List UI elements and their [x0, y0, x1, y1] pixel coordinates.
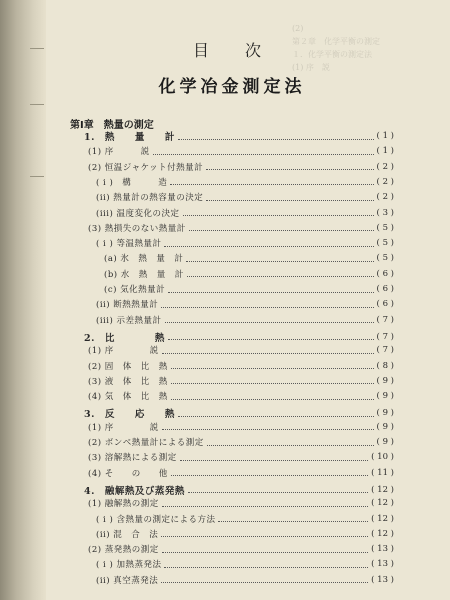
toc-entry [70, 542, 394, 556]
toc-entry-label: (b) 水 熱 量 計 [104, 269, 184, 280]
dot-leader [186, 261, 373, 262]
ghost-line: １．化学平衡の測定法 [292, 50, 372, 59]
toc-entry-label: ( i ) 構 造 [96, 177, 168, 188]
toc-entry-label: (3) 液 体 比 熱 [88, 376, 168, 387]
toc-entry-page: ( 9 ) [376, 391, 394, 402]
toc-entry-page: ( 3 ) [376, 207, 394, 218]
dot-leader [162, 506, 368, 507]
toc-entry [70, 406, 394, 420]
toc-entry [70, 343, 394, 357]
toc-entry-page: ( 13 ) [371, 559, 394, 570]
toc-entry [70, 144, 394, 158]
toc-entry-label: (2) 恒温ジャケット付熱量計 [88, 162, 204, 173]
toc-entry-page: ( 5 ) [376, 222, 394, 233]
dot-leader [187, 276, 374, 277]
dot-leader [162, 429, 374, 430]
toc-entry-label: (a) 氷 熱 量 計 [104, 254, 184, 265]
dot-leader [207, 445, 374, 446]
toc-entry [70, 206, 394, 220]
toc-entry-label: 1. 熱 量 計 [84, 132, 175, 143]
toc-entry-page: ( 6 ) [376, 284, 394, 294]
gutter-mark [30, 48, 44, 49]
book-title: 化学冶金測定法 [158, 77, 306, 97]
toc-entry-label: ( i ) 等温熱量計 [96, 239, 162, 250]
toc-entry [70, 374, 394, 388]
toc-entry-page: ( 12 ) [371, 528, 394, 539]
dot-leader [162, 353, 374, 354]
toc-entry-page: ( 1 ) [376, 146, 394, 157]
toc-entry [70, 160, 394, 174]
toc-entry-page: ( 9 ) [376, 437, 394, 447]
toc-entry [70, 435, 394, 449]
toc-entry [70, 297, 394, 311]
toc-entry-page: ( 9 ) [376, 421, 394, 432]
toc-entry [70, 420, 394, 434]
toc-entry [70, 221, 394, 235]
toc-entry-page: ( 12 ) [371, 513, 394, 524]
toc-heading: 目 次 [192, 41, 271, 60]
toc-entry-label: (4) 気 体 比 熱 [88, 392, 168, 403]
dot-leader [161, 582, 368, 583]
dot-leader [164, 246, 373, 247]
toc-entry-label: (ii) 断熱熱量計 [96, 300, 159, 311]
toc-entry [70, 129, 394, 143]
toc-entry-label: (3) 溶解熱による測定 [88, 453, 177, 464]
dot-leader [188, 492, 368, 493]
toc-entry [70, 267, 394, 281]
toc-entry [70, 175, 394, 189]
ghost-line: (2) [292, 24, 304, 33]
toc-entry-page: ( 6 ) [376, 299, 394, 310]
toc-entry [70, 557, 394, 571]
dot-leader [153, 154, 374, 155]
toc-entry-page: ( 5 ) [376, 238, 394, 249]
toc-entry-page: ( 2 ) [376, 192, 394, 203]
dot-leader [165, 322, 374, 323]
toc-entry-label: (c) 気化熱量計 [104, 285, 166, 295]
toc-entry-page: ( 7 ) [376, 314, 394, 325]
toc-entry [70, 236, 394, 250]
toc-entry-label: (1) 融解熱の測定 [88, 499, 159, 510]
toc-entry-label: (1) 序 説 [88, 422, 159, 433]
dot-leader [171, 399, 374, 400]
toc-entry [70, 512, 394, 526]
toc-entry-label: (ii) 混 合 法 [96, 529, 159, 540]
dot-leader [171, 475, 368, 476]
dot-leader [178, 416, 374, 417]
gutter-mark [30, 104, 44, 105]
ghost-line: 第２章 化学平衡の測定 [292, 37, 380, 46]
toc-entry [70, 282, 394, 296]
toc-entry-page: ( 7 ) [376, 331, 394, 342]
chapter-heading: 第Ⅰ章 熱量の測定 [70, 120, 154, 131]
toc-entry-page: ( 2 ) [376, 161, 394, 172]
dot-leader [218, 521, 368, 522]
dot-leader [178, 139, 374, 140]
toc-entry-page: ( 9 ) [376, 408, 394, 419]
toc-entry-label: (ii) 真空蒸発法 [96, 575, 159, 586]
toc-entry-label: 2. 比 熱 [84, 332, 165, 344]
dot-leader [170, 184, 373, 185]
toc-entry-label: (ii) 熱量計の熱容量の決定 [96, 193, 204, 204]
dot-leader [180, 460, 368, 461]
gutter-mark [30, 176, 44, 177]
dot-leader [164, 567, 368, 568]
contents-page [70, 0, 438, 600]
toc-entry-page: ( 2 ) [376, 176, 394, 187]
dot-leader [206, 169, 373, 170]
toc-entry-page: ( 13 ) [371, 574, 394, 585]
toc-entry-label: (iii) 温度変化の決定 [96, 208, 180, 219]
dot-leader [161, 307, 373, 308]
dot-leader [206, 200, 373, 201]
toc-entry-page: ( 7 ) [376, 345, 394, 356]
toc-entry [70, 359, 394, 373]
toc-entry [70, 330, 394, 344]
toc-entry-page: ( 9 ) [376, 375, 394, 386]
toc-entry [70, 496, 394, 510]
toc-entry-page: ( 10 ) [371, 452, 394, 463]
dot-leader [171, 368, 374, 369]
toc-entry-page: ( 12 ) [371, 484, 394, 495]
toc-entry [70, 466, 394, 480]
dot-leader [189, 230, 374, 231]
toc-entry [70, 313, 394, 327]
ghost-line: (1) 序 説 [292, 63, 330, 72]
toc-entry-label: (1) 序 説 [88, 346, 159, 357]
toc-entry-label: (3) 熱損失のない熱量計 [88, 223, 186, 234]
toc-entry-page: ( 8 ) [376, 360, 394, 371]
dot-leader [161, 536, 368, 537]
toc-entry [70, 573, 394, 587]
toc-entry [70, 527, 394, 541]
toc-entry-label: 4. 融解熱及び蒸発熱 [84, 485, 185, 497]
toc-entry-label: ( i ) 含熱量の測定による方法 [96, 514, 216, 525]
toc-entry-label: (4) そ の 他 [88, 468, 168, 479]
book-binding-gutter [0, 0, 46, 600]
dot-leader [162, 552, 368, 553]
dot-leader [168, 292, 373, 293]
toc-entry-label: (iii) 示差熱量計 [96, 315, 162, 326]
toc-entry [70, 450, 394, 464]
toc-entry-page: ( 13 ) [371, 544, 394, 555]
toc-entry-label: (2) 固 体 比 熱 [88, 361, 168, 372]
toc-entry-label: (2) ボンベ熱量計による測定 [88, 438, 204, 448]
toc-entry-label: 3. 反 応 熱 [84, 409, 175, 421]
toc-entry [70, 190, 394, 204]
toc-entry-page: ( 12 ) [371, 498, 394, 509]
toc-entry [70, 483, 394, 497]
toc-entry-page: ( 11 ) [371, 467, 394, 478]
toc-entry-page: ( 1 ) [376, 131, 394, 141]
toc-entry-label: ( i ) 加熱蒸発法 [96, 560, 162, 571]
toc-entry [70, 251, 394, 265]
dot-leader [183, 215, 374, 216]
toc-entry-page: ( 5 ) [376, 253, 394, 264]
toc-entry-page: ( 6 ) [376, 268, 394, 279]
toc-entry-label: (1) 序 説 [88, 147, 150, 158]
toc-entry [70, 389, 394, 403]
dot-leader [171, 383, 374, 384]
toc-entry-label: (2) 蒸発熱の測定 [88, 545, 159, 556]
dot-leader [168, 339, 374, 340]
